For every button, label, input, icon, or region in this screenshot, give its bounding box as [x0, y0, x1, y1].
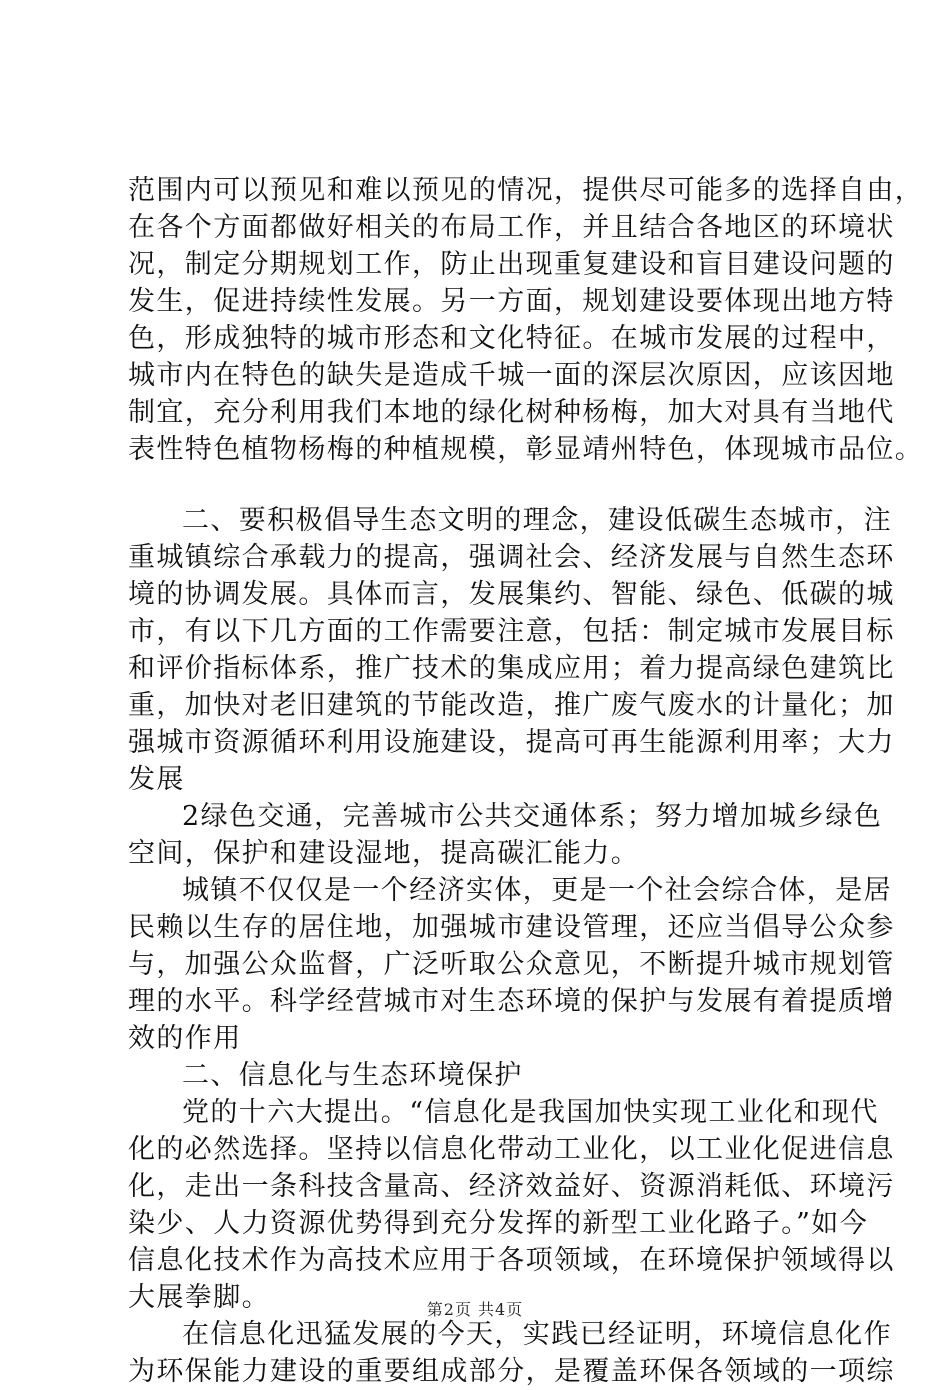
text-line: 染少、人力资源优势得到充分发挥的新型工业化路子。”如今	[128, 1208, 869, 1239]
paragraph-gap	[128, 468, 828, 502]
text-line: 制宜，充分利用我们本地的绿化树种杨梅，加大对具有当地代	[128, 397, 895, 428]
text-line: 市，有以下几方面的工作需要注意，包括：制定城市发展目标	[128, 616, 895, 647]
text-line: 大展拳脚。	[128, 1282, 270, 1313]
text-line: 化，走出一条科技含量高、经济效益好、资源消耗低、环境污	[128, 1171, 895, 1202]
text-line: 重，加快对老旧建筑的节能改造，推广废气废水的计量化；加	[128, 690, 895, 721]
paragraph-2	[128, 502, 895, 798]
text-line: 和评价指标体系，推广技术的集成应用；着力提高绿色建筑比	[128, 653, 895, 684]
section-heading	[128, 1057, 828, 1094]
text-line: 理的水平。科学经营城市对生态环境的保护与发展有着提质增	[128, 986, 895, 1017]
paragraph-1	[128, 172, 924, 468]
paragraph-4	[128, 872, 895, 1057]
text-line: 化的必然选择。坚持以信息化带动工业化，以工业化促进信息	[128, 1134, 895, 1165]
text-line: 在各个方面都做好相关的布局工作，并且结合各地区的环境状	[128, 212, 895, 243]
page-number-footer: 第2页 共4页	[426, 1300, 524, 1319]
text-line: 为环保能力建设的重要组成部分，是覆盖环保各领域的一项综	[128, 1356, 895, 1387]
text-line: 信息化技术作为高技术应用于各项领域，在环境保护领域得以	[128, 1245, 895, 1276]
text-line: 表性特色植物杨梅的种植规模，彰显靖州特色，体现城市品位。	[128, 434, 924, 465]
document-body	[128, 172, 924, 1390]
text-line: 发展	[128, 764, 185, 795]
text-line: 发生，促进持续性发展。另一方面，规划建设要体现出地方特	[128, 286, 895, 317]
text-line: 空间，保护和建设湿地，提高碳汇能力。	[128, 838, 640, 869]
paragraph-3	[128, 798, 883, 872]
heading-line: 二、信息化与生态环境保护	[182, 1060, 523, 1091]
text-line: 范围内可以预见和难以预见的情况，提供尽可能多的选择自由，	[128, 175, 924, 206]
text-line: 在信息化迅猛发展的今天，实践已经证明，环境信息化作	[182, 1319, 892, 1350]
text-line: 2绿色交通，完善城市公共交通体系；努力增加城乡绿色	[182, 801, 883, 832]
text-line: 境的协调发展。具体而言，发展集约、智能、绿色、低碳的城	[128, 579, 895, 610]
text-line: 与，加强公众监督，广泛听取公众意见，不断提升城市规划管	[128, 949, 895, 980]
text-line: 城市内在特色的缺失是造成千城一面的深层次原因，应该因地	[128, 360, 895, 391]
text-line: 党的十六大提出。“信息化是我国加快实现工业化和现代	[182, 1097, 879, 1128]
text-line: 强城市资源循环利用设施建设，提高可再生能源利用率；大力	[128, 727, 895, 758]
text-line: 城镇不仅仅是一个经济实体，更是一个社会综合体，是居	[182, 875, 892, 906]
text-line: 重城镇综合承载力的提高，强调社会、经济发展与自然生态环	[128, 542, 895, 573]
text-line: 二、要积极倡导生态文明的理念，建设低碳生态城市，注	[182, 505, 892, 536]
text-line: 况，制定分期规划工作，防止出现重复建设和盲目建设问题的	[128, 249, 895, 280]
paragraph-6	[128, 1316, 895, 1390]
paragraph-5	[128, 1094, 895, 1316]
text-line: 民赖以生存的居住地，加强城市建设管理，还应当倡导公众参	[128, 912, 895, 943]
text-line: 色，形成独特的城市形态和文化特征。在城市发展的过程中，	[128, 323, 895, 354]
text-line: 效的作用	[128, 1023, 242, 1054]
